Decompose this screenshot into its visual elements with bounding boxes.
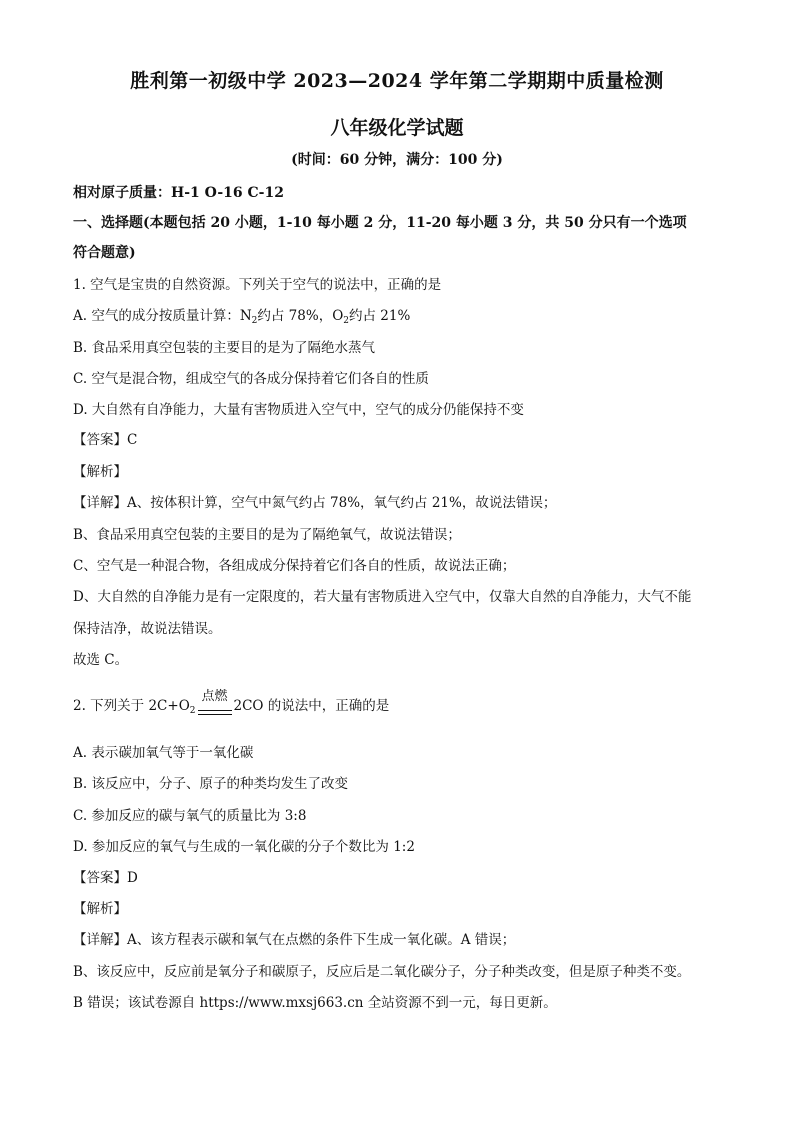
reaction-arrow [196,689,234,721]
exam-title: 胜利第一初级中学 2023—2024 学年第二学期期中质量检测 [130,70,664,92]
q1-option-d: D. 大自然有自净能力，大量有害物质进入空气中，空气的成分仍能保持不变 [73,402,524,418]
q1-option-a-post: 约占 21% [349,308,411,324]
q2-analysis-tag: 【解析】 [73,901,127,917]
q1-analysis-tag: 【解析】 [73,464,127,480]
q1-conclusion: 故选 C。 [73,652,129,668]
q1-detail-d-line1: D、大自然的自净能力是有一定限度的，若大量有害物质进入空气中，仅靠大自然的自净能力，大气不能 [73,589,692,605]
q1-option-b: B. 食品采用真空包装的主要目的是为了隔绝水蒸气 [73,340,376,356]
q2-answer-tag: 【答案】 [73,870,127,886]
section-heading-line1: 一、选择题(本题包括 20 小题，1-10 每小题 2 分，11-20 每小题 3 分，共 50 分只有一个选项 [73,215,687,231]
q2-answer [73,868,138,888]
q1-answer-tag: 【答案】 [73,432,127,448]
q2-answer-value: D [127,870,138,886]
q1-option-a [73,306,410,331]
q2-stem-pre: 2. 下列关于 2C+O [73,698,190,714]
q2-option-a: A. 表示碳加氧气等于一氧化碳 [73,745,254,761]
q1-option-a-sub2: 2 [343,316,349,326]
atomic-mass-line: 相对原子质量：H-1 O-16 C-12 [73,185,284,201]
q1-detail-c: C、空气是一种混合物，各组成成分保持着它们各自的性质，故说法正确； [73,558,516,574]
q1-stem: 1. 空气是宝贵的自然资源。下列关于空气的说法中，正确的是 [73,277,442,293]
q1-detail-tag: 【详解】 [73,495,127,511]
q2-stem-product: 2CO [233,698,264,714]
section-heading-line2: 符合题意) [73,245,136,261]
q1-option-a-mid: 约占 78%，O [257,308,344,324]
q2-detail-tag: 【详解】 [73,932,127,948]
q2-stem-sub: 2 [189,706,196,716]
q1-option-a-sub1: 2 [251,316,258,326]
q1-detail-d-line2: 保持洁净，故说法错误。 [73,621,222,637]
q2-stem [73,689,390,721]
q1-option-a-pre: A. 空气的成分按质量计算：N [73,308,252,324]
q1-answer-value: C [127,432,138,448]
reaction-condition: 点燃 [201,689,228,704]
q2-stem-post: 的说法中，正确的是 [263,698,390,714]
equals-sign [198,710,232,715]
q1-answer [73,430,137,450]
q2-option-b: B. 该反应中，分子、原子的种类均发生了改变 [73,776,349,792]
q2-detail-b: B、该反应中，反应前是氧分子和碳原子，反应后是二氧化碳分子，分子种类改变，但是原子种类不变。 [73,964,691,980]
q2-detail-a [73,930,515,950]
q1-detail-a [73,493,556,513]
exam-subtitle: 八年级化学试题 [330,117,464,139]
q1-detail-a-text: A、按体积计算，空气中氮气约占 78%，氧气约占 21%，故说法错误； [127,495,557,511]
q1-option-c: C. 空气是混合物，组成空气的各成分保持着它们各自的性质 [73,371,429,387]
exam-info: (时间：60 分钟，满分：100 分) [291,152,503,168]
q2-option-c: C. 参加反应的碳与氧气的质量比为 3:8 [73,808,307,824]
q2-detail-b-line2: B 错误；该试卷源自 https://www.mxsj663.cn 全站资源不到一元，每日更新。 [73,995,557,1011]
q2-detail-a-text: A、该方程表示碳和氧气在点燃的条件下生成一氧化碳。A 错误； [127,932,516,948]
q2-option-d: D. 参加反应的氧气与生成的一氧化碳的分子个数比为 1:2 [73,839,415,855]
q1-detail-b: B、食品采用真空包装的主要目的是为了隔绝氧气，故说法错误； [73,527,461,543]
